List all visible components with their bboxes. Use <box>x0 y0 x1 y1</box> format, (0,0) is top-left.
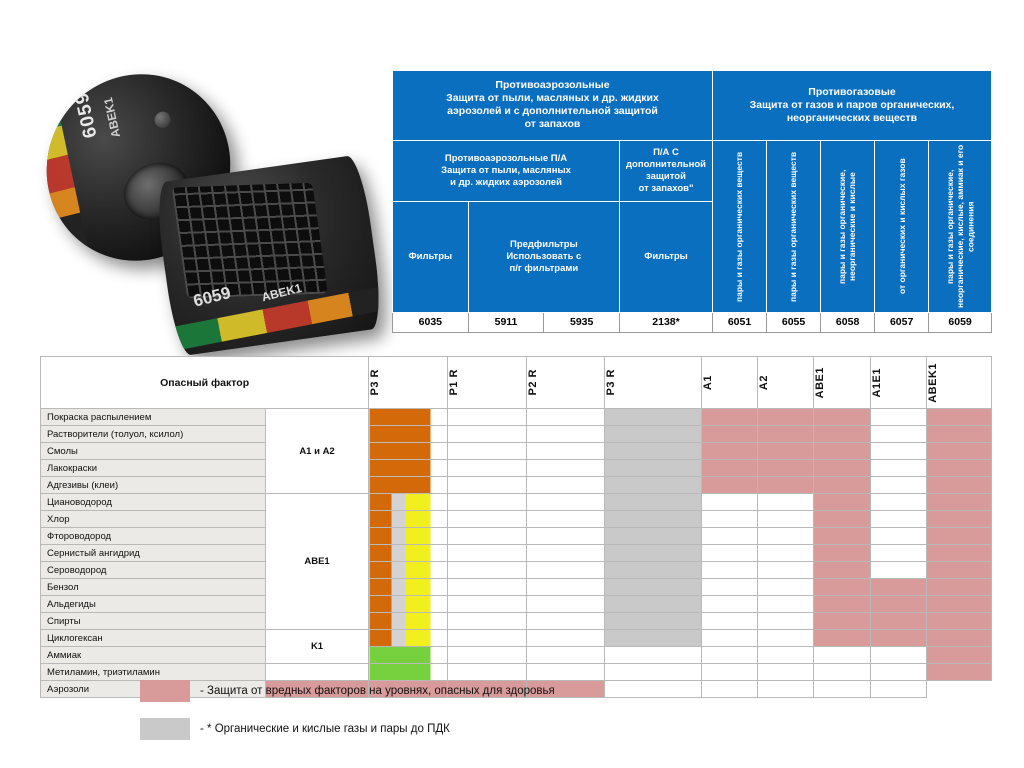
matrix-cell <box>369 545 448 562</box>
class-header-label: P3 R <box>369 369 382 396</box>
matrix-cell <box>701 494 757 511</box>
matrix-cell <box>814 579 870 596</box>
cartridge-large-code: 6059 <box>71 89 102 141</box>
cartridge-grille-icon <box>172 183 328 299</box>
matrix-cell <box>870 664 926 681</box>
code-5935: 5935 <box>544 312 620 332</box>
product-photo <box>36 70 386 350</box>
matrix-cell <box>926 528 991 545</box>
matrix-cell <box>870 579 926 596</box>
matrix-cell <box>870 528 926 545</box>
matrix-cell <box>814 545 870 562</box>
matrix-cell <box>526 596 605 613</box>
factor-column-header: Опасный фактор <box>41 357 369 409</box>
matrix-cell <box>814 443 870 460</box>
matrix-cell <box>814 426 870 443</box>
cartridge-small-class: ABEK1 <box>260 280 304 305</box>
class-header-4 <box>701 357 757 409</box>
matrix-cell <box>926 545 991 562</box>
matrix-cell <box>926 426 991 443</box>
matrix-cell <box>526 630 605 647</box>
matrix-cell <box>447 545 526 562</box>
filter-group-label: A1 и A2 <box>265 409 368 494</box>
code-2138: 2138* <box>620 312 713 332</box>
matrix-header-row <box>41 357 992 409</box>
vert-label-6051: пары и газы органических веществ <box>734 150 745 302</box>
code-6057: 6057 <box>875 312 929 332</box>
code-6051: 6051 <box>712 312 766 332</box>
matrix-cell <box>605 562 702 579</box>
matrix-cell <box>870 630 926 647</box>
table-row <box>41 460 992 477</box>
class-header-label: P1 R <box>447 369 460 396</box>
group-gas-l1: Противогазовые <box>808 85 896 98</box>
matrix-cell <box>605 494 702 511</box>
matrix-cell <box>447 460 526 477</box>
matrix-cell <box>605 443 702 460</box>
matrix-cell <box>926 494 991 511</box>
matrix-cell <box>369 596 448 613</box>
class-header-1 <box>447 357 526 409</box>
matrix-cell <box>526 426 605 443</box>
subgroup-odor-l1: П/А С <box>653 146 679 158</box>
code-6035: 6035 <box>393 312 469 332</box>
matrix-cell <box>701 460 757 477</box>
legend-text-pink: - Защита от вредных факторов на уровнях, опасных для здоровья <box>200 685 555 697</box>
hazard-name: Спирты <box>41 613 266 630</box>
matrix-cell <box>814 409 870 426</box>
matrix-cell <box>369 477 448 494</box>
hazard-name: Сероводород <box>41 562 266 579</box>
matrix-cell <box>701 562 757 579</box>
filter-group-label: K1 <box>265 630 368 664</box>
matrix-cell <box>870 647 926 664</box>
matrix-cell <box>926 409 991 426</box>
code-6055: 6055 <box>767 312 821 332</box>
group-aerosol-l3: аэрозолей и с дополнительной защитой <box>447 105 658 118</box>
legend-swatch-gray <box>140 718 190 740</box>
table-row <box>41 630 992 647</box>
header-subgroup-row <box>393 140 992 201</box>
matrix-cell <box>701 630 757 647</box>
group-aerosol-l2: Защита от пыли, масляных и др. жидких <box>446 92 659 105</box>
subgroup-aerosol-l3: и др. жидких аэрозолей <box>450 176 562 188</box>
matrix-cell <box>369 562 448 579</box>
header-codes-row <box>393 312 992 332</box>
matrix-cell <box>758 511 814 528</box>
matrix-cell <box>447 562 526 579</box>
class-header-label: ABEK1 <box>926 362 939 403</box>
matrix-cell <box>701 409 757 426</box>
matrix-cell <box>369 613 448 630</box>
matrix-cell <box>447 511 526 528</box>
matrix-cell <box>526 528 605 545</box>
matrix-cell <box>814 494 870 511</box>
matrix-cell <box>814 562 870 579</box>
class-header-5 <box>758 357 814 409</box>
class-header-label: A1E1 <box>870 367 883 398</box>
table-row <box>41 477 992 494</box>
group-gas <box>712 71 991 141</box>
matrix-cell <box>870 511 926 528</box>
class-header-label: P2 R <box>526 369 539 396</box>
matrix-cell <box>758 494 814 511</box>
vert-label-6057: от органических и кислых газов <box>896 158 907 294</box>
matrix-cell <box>447 647 526 664</box>
matrix-cell <box>447 528 526 545</box>
matrix-cell <box>369 528 448 545</box>
class-header-label: P3 R <box>605 369 618 396</box>
table-row <box>41 545 992 562</box>
matrix-cell <box>870 545 926 562</box>
group-gas-l2: Защита от газов и паров органических, <box>749 98 955 111</box>
cartridge-small <box>153 154 385 357</box>
vert-col-6058 <box>821 140 875 312</box>
matrix-cell <box>926 613 991 630</box>
matrix-cell <box>701 647 757 664</box>
subgroup-odor-l3: защитой <box>646 170 686 182</box>
matrix-cell <box>926 511 991 528</box>
matrix-cell <box>701 664 757 681</box>
hazard-name: Альдегиды <box>41 596 266 613</box>
hazard-name: Сернистый ангидрид <box>41 545 266 562</box>
matrix-cell <box>926 647 991 664</box>
matrix-cell <box>369 647 448 664</box>
group-gas-l3: неорганических веществ <box>786 111 918 124</box>
subgroup-aerosol-l2: Защита от пыли, масляных <box>441 164 571 176</box>
hazard-name: Фтороводород <box>41 528 266 545</box>
matrix-cell <box>447 579 526 596</box>
matrix-cell <box>870 426 926 443</box>
matrix-cell <box>758 596 814 613</box>
table-row <box>41 443 992 460</box>
class-header-3 <box>605 357 702 409</box>
matrix-cell <box>526 579 605 596</box>
matrix-cell <box>926 443 991 460</box>
matrix-cell <box>526 613 605 630</box>
cell-prefilters-l2: Использовать с <box>506 250 582 262</box>
vert-col-6059 <box>929 140 992 312</box>
matrix-cell <box>369 460 448 477</box>
hazard-name: Метиламин, триэтиламин <box>41 664 266 681</box>
matrix-cell <box>447 630 526 647</box>
matrix-cell <box>701 681 757 698</box>
matrix-cell <box>526 494 605 511</box>
cartridge-small-code: 6059 <box>191 283 233 311</box>
matrix-cell <box>369 409 448 426</box>
matrix-cell <box>870 562 926 579</box>
subgroup-odor-l2: дополнительной <box>626 158 706 170</box>
subgroup-aerosol <box>393 140 620 201</box>
matrix-cell <box>758 426 814 443</box>
matrix-cell <box>758 579 814 596</box>
group-aerosol <box>393 71 713 141</box>
group-aerosol-l4: от запахов <box>524 118 581 131</box>
hazard-name: Лакокраски <box>41 460 266 477</box>
subgroup-odor-l4: от запахов" <box>638 182 694 194</box>
table-row <box>41 511 992 528</box>
matrix-cell <box>758 664 814 681</box>
cell-prefilters <box>468 201 619 312</box>
cell-prefilters-l3: п/г фильтрами <box>509 262 579 274</box>
matrix-cell <box>701 426 757 443</box>
code-6058: 6058 <box>821 312 875 332</box>
table-row <box>41 494 992 511</box>
matrix-cell <box>758 443 814 460</box>
legend <box>140 680 555 756</box>
matrix-cell <box>526 443 605 460</box>
matrix-cell <box>369 579 448 596</box>
vert-label-6058: пары и газы органические, неорганические и кислые <box>837 168 858 284</box>
group-aerosol-l1: Противоаэрозольные <box>495 79 610 91</box>
hazard-name: Адгезивы (клеи) <box>41 477 266 494</box>
matrix-cell <box>526 562 605 579</box>
matrix-cell <box>701 511 757 528</box>
table-row <box>41 596 992 613</box>
cell-filters-1: Фильтры <box>393 201 469 312</box>
matrix-cell <box>447 664 526 681</box>
class-header-2 <box>526 357 605 409</box>
table-row <box>41 409 992 426</box>
cell-prefilters-l1: Предфильтры <box>509 238 578 250</box>
matrix-cell <box>701 596 757 613</box>
class-header-0 <box>369 357 448 409</box>
matrix-cell <box>369 630 448 647</box>
matrix-cell <box>870 460 926 477</box>
matrix-cell <box>814 477 870 494</box>
header-table-wrap <box>392 70 992 333</box>
matrix-cell <box>447 494 526 511</box>
matrix-cell <box>926 579 991 596</box>
vert-label-6059: пары и газы органические, неорганические, кислые, аммиак и его соединения <box>944 144 976 308</box>
matrix-cell <box>369 511 448 528</box>
matrix-cell <box>701 545 757 562</box>
matrix-cell <box>369 664 448 681</box>
class-header-6 <box>814 357 870 409</box>
matrix-cell <box>605 579 702 596</box>
matrix-cell <box>605 630 702 647</box>
matrix-cell <box>605 528 702 545</box>
filter-group-label <box>265 664 368 681</box>
matrix-cell <box>926 596 991 613</box>
matrix-cell <box>605 477 702 494</box>
matrix-cell <box>526 511 605 528</box>
matrix-cell <box>526 460 605 477</box>
hazard-name: Аэрозоли <box>41 681 266 698</box>
matrix-cell <box>605 511 702 528</box>
matrix-cell <box>758 562 814 579</box>
code-6059: 6059 <box>929 312 992 332</box>
table-row <box>41 613 992 630</box>
matrix-cell <box>870 681 926 698</box>
matrix-cell <box>926 630 991 647</box>
matrix-cell <box>526 647 605 664</box>
matrix-cell <box>758 613 814 630</box>
matrix-cell <box>758 528 814 545</box>
matrix-cell <box>701 528 757 545</box>
matrix-cell <box>926 460 991 477</box>
matrix-cell <box>758 630 814 647</box>
matrix-cell <box>814 664 870 681</box>
matrix-cell <box>701 443 757 460</box>
matrix-cell <box>926 664 991 681</box>
cartridge-large-stud <box>153 110 172 130</box>
matrix-cell <box>758 477 814 494</box>
matrix-cell <box>814 681 870 698</box>
matrix-cell <box>369 494 448 511</box>
vert-col-6055 <box>767 140 821 312</box>
matrix-cell <box>605 664 702 681</box>
matrix-cell <box>526 477 605 494</box>
matrix-cell <box>758 647 814 664</box>
matrix-cell <box>605 681 702 698</box>
legend-item-gray <box>140 718 555 740</box>
matrix-cell <box>814 596 870 613</box>
hazard-matrix-table <box>40 356 992 698</box>
matrix-cell <box>447 613 526 630</box>
cartridge-large-class: ABEK1 <box>101 95 124 140</box>
legend-text-gray: - * Органические и кислые газы и пары до ПДК <box>200 723 450 735</box>
matrix-cell <box>605 460 702 477</box>
matrix-cell <box>526 664 605 681</box>
matrix-cell <box>605 426 702 443</box>
matrix-cell <box>701 579 757 596</box>
matrix-cell <box>447 409 526 426</box>
hazard-name: Аммиак <box>41 647 266 664</box>
matrix-cell <box>870 409 926 426</box>
matrix-cell <box>758 545 814 562</box>
matrix-cell <box>870 443 926 460</box>
table-row <box>41 647 992 664</box>
matrix-cell <box>814 460 870 477</box>
matrix-cell <box>605 596 702 613</box>
class-header-label: ABE1 <box>814 366 827 399</box>
matrix-cell <box>447 596 526 613</box>
hazard-name: Смолы <box>41 443 266 460</box>
matrix-cell <box>814 528 870 545</box>
subgroup-aerosol-l1: Противоаэрозольные П/А <box>444 152 568 164</box>
matrix-cell <box>870 613 926 630</box>
matrix-cell <box>870 596 926 613</box>
hazard-name: Растворители (толуол, ксилол) <box>41 426 266 443</box>
matrix-cell <box>447 443 526 460</box>
matrix-cell <box>605 409 702 426</box>
matrix-cell <box>870 477 926 494</box>
matrix-cell <box>814 630 870 647</box>
cell-filters-2: Фильтры <box>620 201 713 312</box>
matrix-cell <box>926 562 991 579</box>
matrix-cell <box>526 409 605 426</box>
subgroup-odor <box>620 140 713 201</box>
hazard-name: Бензол <box>41 579 266 596</box>
matrix-cell <box>447 426 526 443</box>
table-row <box>41 528 992 545</box>
hazard-name: Циклогексан <box>41 630 266 647</box>
table-row <box>41 664 992 681</box>
matrix-cell <box>369 426 448 443</box>
class-header-8 <box>926 357 991 409</box>
vert-col-6051 <box>712 140 766 312</box>
matrix-cell <box>814 511 870 528</box>
matrix-cell <box>526 545 605 562</box>
matrix-cell <box>605 545 702 562</box>
hazard-name: Циановодород <box>41 494 266 511</box>
matrix-cell <box>369 443 448 460</box>
hazard-name: Хлор <box>41 511 266 528</box>
class-header-label: A1 <box>701 374 714 391</box>
hazard-name: Покраска распылением <box>41 409 266 426</box>
matrix-cell <box>814 613 870 630</box>
legend-swatch-pink <box>140 680 190 702</box>
table-row <box>41 426 992 443</box>
code-5911: 5911 <box>468 312 544 332</box>
legend-item-pink <box>140 680 555 702</box>
header-group-row <box>393 71 992 141</box>
matrix-cell <box>701 477 757 494</box>
class-header-7 <box>870 357 926 409</box>
matrix-cell <box>447 477 526 494</box>
table-row <box>41 579 992 596</box>
matrix-cell <box>758 409 814 426</box>
vert-col-6057 <box>875 140 929 312</box>
matrix-cell <box>926 477 991 494</box>
matrix-cell <box>758 460 814 477</box>
vert-label-6055: пары и газы органических веществ <box>788 150 799 302</box>
matrix-cell <box>758 681 814 698</box>
matrix-cell <box>701 613 757 630</box>
matrix-cell <box>814 647 870 664</box>
table-row <box>41 562 992 579</box>
header-table <box>392 70 992 333</box>
matrix-cell <box>870 494 926 511</box>
matrix-cell <box>605 613 702 630</box>
class-header-label: A2 <box>758 374 771 391</box>
matrix-cell <box>605 647 702 664</box>
filter-group-label: ABE1 <box>265 494 368 630</box>
